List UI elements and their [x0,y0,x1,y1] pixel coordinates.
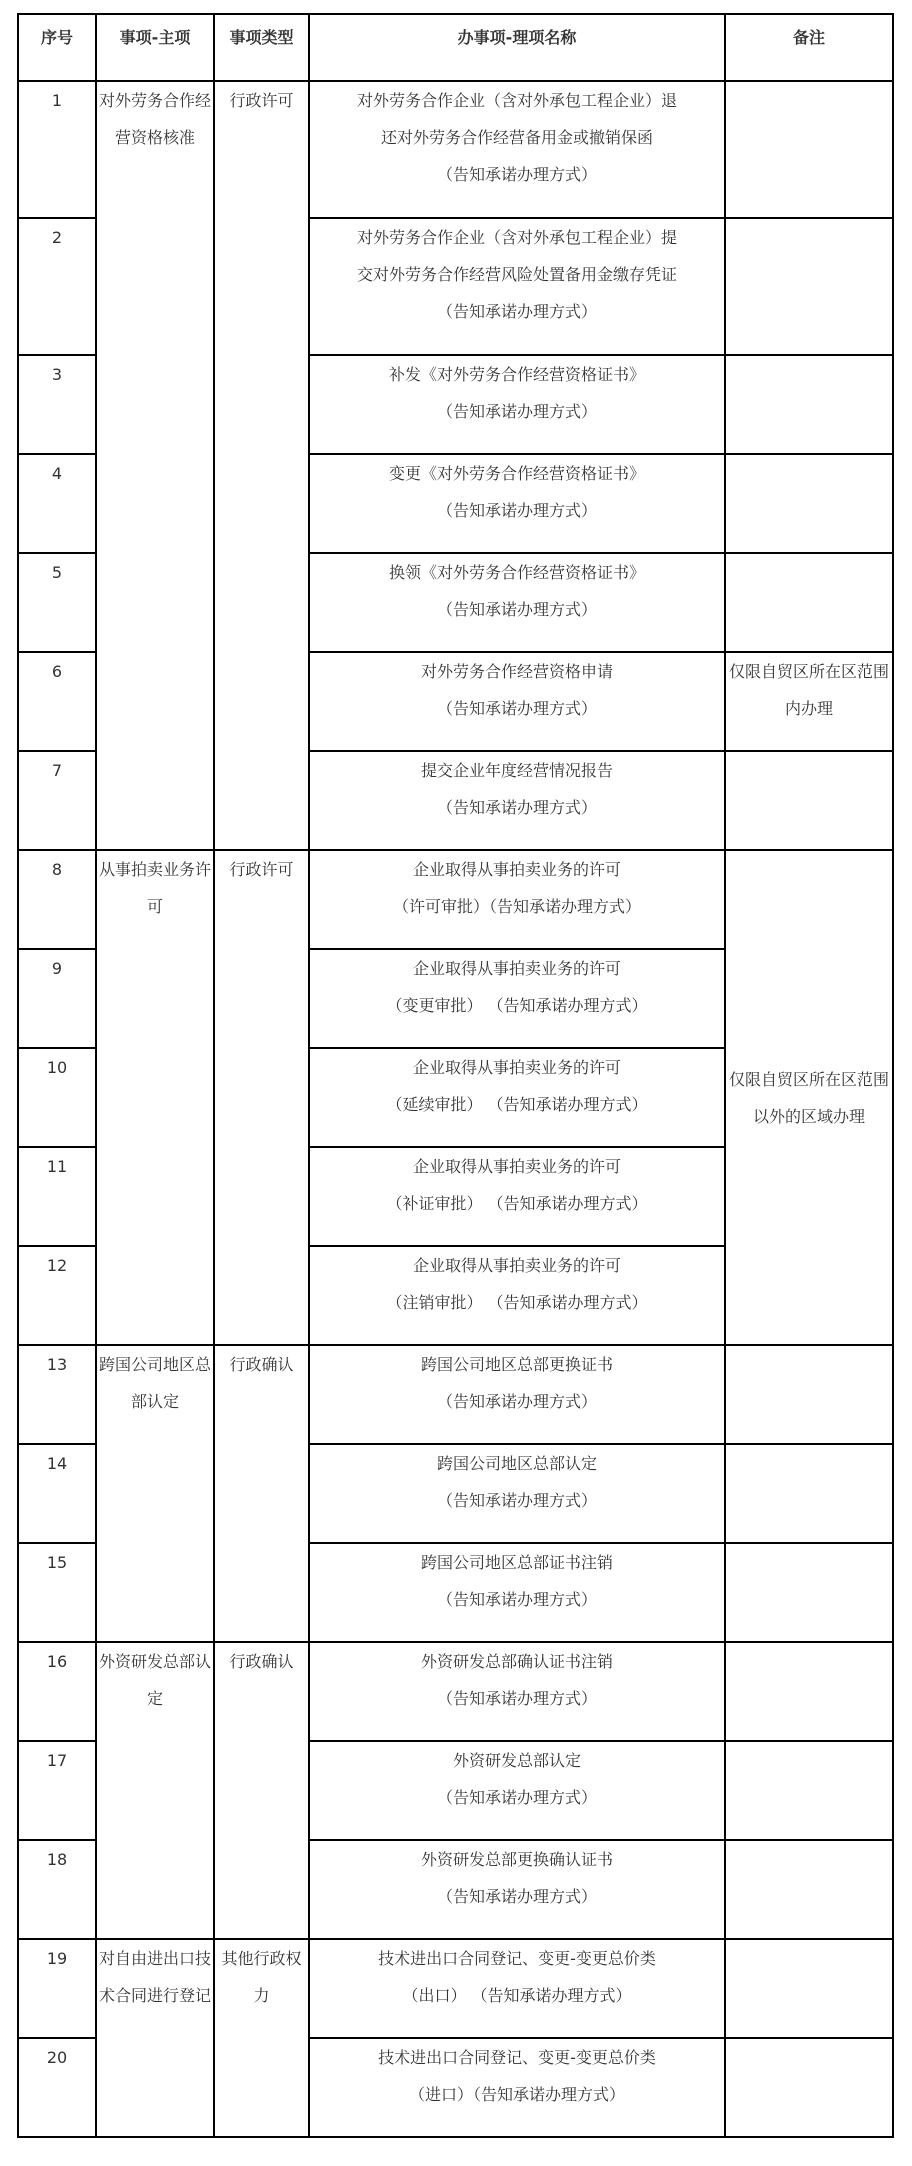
row-number: 7 [18,751,96,850]
header-sub-item-name: 办事项-理项名称 [309,14,725,81]
sub-item-name-line: 企业取得从事拍卖业务的许可 [412,959,621,978]
row-number: 3 [18,355,96,454]
sub-item-name-cell [309,1543,725,1642]
note-cell [725,1345,893,1444]
sub-item-name-line: 跨国公司地区总部认定 [436,1454,597,1473]
sub-item-name-cell [309,1147,725,1246]
sub-item-name-line: 对外劳务合作企业（含对外承包工程企业）退 [356,91,677,110]
sub-item-mode: （告知承诺办理方式） [436,302,597,321]
sub-item-name-line: 对外劳务合作企业（含对外承包工程企业）提 [356,228,677,247]
sub-item-name-cell [309,1048,725,1147]
sub-item-name-line: 外资研发总部更换确认证书 [420,1850,613,1869]
sub-item-name-line: 变更《对外劳务合作经营资格证书》 [388,464,645,483]
sub-item-name-line: 换领《对外劳务合作经营资格证书》 [388,563,645,582]
row-number: 8 [18,850,96,949]
sub-item-mode: （告知承诺办理方式） [436,1887,597,1906]
sub-item-name-line: 跨国公司地区总部证书注销 [420,1553,613,1572]
sub-item-name-line: 技术进出口合同登记、变更-变更总价类 [378,2048,656,2067]
sub-item-name-line: 交对外劳务合作经营风险处置备用金缴存凭证 [356,265,677,284]
sub-item-mode: （告知承诺办理方式） [436,402,597,421]
header-note: 备注 [725,14,893,81]
sub-item-name-cell [309,2038,725,2137]
sub-item-mode: （告知承诺办理方式） [436,1491,597,1510]
sub-item-mode: （告知承诺办理方式） [436,699,597,718]
sub-item-name-cell [309,553,725,652]
sub-item-mode: （变更审批） （告知承诺办理方式） [386,996,648,1015]
header-no: 序号 [18,14,96,81]
sub-item-name-line: 跨国公司地区总部更换证书 [420,1355,613,1374]
sub-item-name-line: 补发《对外劳务合作经营资格证书》 [388,365,645,384]
note-cell [725,751,893,850]
sub-item-name-line: 企业取得从事拍卖业务的许可 [412,1157,621,1176]
row-number: 18 [18,1840,96,1939]
sub-item-mode: （告知承诺办理方式） [436,1392,597,1411]
table-header-row [18,14,893,81]
row-number: 11 [18,1147,96,1246]
row-number: 14 [18,1444,96,1543]
item-type-cell: 行政确认 [214,1345,309,1642]
sub-item-name-line: 企业取得从事拍卖业务的许可 [412,1256,621,1275]
sub-item-name-cell [309,1444,725,1543]
row-number: 12 [18,1246,96,1345]
row-number: 19 [18,1939,96,2038]
table-row [18,1345,893,1444]
table-row [18,1939,893,2038]
sub-item-mode: （告知承诺办理方式） [436,1788,597,1807]
item-type-cell: 行政许可 [214,81,309,850]
sub-item-mode: （告知承诺办理方式） [436,501,597,520]
administrative-items-table [17,13,894,2138]
item-type-cell: 行政确认 [214,1642,309,1939]
main-item-cell: 外资研发总部认定 [96,1642,214,1939]
sub-item-name-line: 企业取得从事拍卖业务的许可 [412,860,621,879]
sub-item-name-cell [309,751,725,850]
sub-item-mode: （出口） （告知承诺办理方式） [402,1986,632,2005]
sub-item-name-cell [309,1642,725,1741]
sub-item-name-line: 企业取得从事拍卖业务的许可 [412,1058,621,1077]
note-cell [725,1543,893,1642]
sub-item-mode: （许可审批）（告知承诺办理方式） [392,897,641,916]
row-number: 5 [18,553,96,652]
sub-item-name-cell [309,652,725,751]
note-cell [725,355,893,454]
header-main-item: 事项-主项 [96,14,214,81]
main-item-cell: 对自由进出口技术合同进行登记 [96,1939,214,2137]
note-cell [725,1642,893,1741]
sub-item-name-cell [309,949,725,1048]
row-number: 4 [18,454,96,553]
note-cell [725,1444,893,1543]
sub-item-mode: （注销审批） （告知承诺办理方式） [386,1293,648,1312]
sub-item-mode: （告知承诺办理方式） [436,600,597,619]
note-cell [725,218,893,355]
row-number: 9 [18,949,96,1048]
row-number: 13 [18,1345,96,1444]
note-cell [725,1741,893,1840]
sub-item-name-cell [309,1345,725,1444]
note-cell [725,1939,893,2038]
row-number: 15 [18,1543,96,1642]
table-row [18,850,893,949]
sub-item-name-line: 还对外劳务合作经营备用金或撤销保函 [380,128,653,147]
row-number: 16 [18,1642,96,1741]
sub-item-mode: （告知承诺办理方式） [436,1590,597,1609]
row-number: 6 [18,652,96,751]
row-number: 10 [18,1048,96,1147]
note-cell [725,81,893,218]
note-cell: 仅限自贸区所在区范围内办理 [725,652,893,751]
sub-item-name-cell [309,81,725,218]
sub-item-name-cell [309,218,725,355]
sub-item-name-cell [309,355,725,454]
item-type-cell: 其他行政权力 [214,1939,309,2137]
sub-item-name-cell [309,454,725,553]
sub-item-mode: （告知承诺办理方式） [436,165,597,184]
row-number: 1 [18,81,96,218]
header-item-type: 事项类型 [214,14,309,81]
sub-item-mode: （补证审批） （告知承诺办理方式） [386,1194,648,1213]
sub-item-name-cell [309,1939,725,2038]
note-cell: 仅限自贸区所在区范围以外的区域办理 [725,850,893,1345]
sub-item-name-line: 外资研发总部确认证书注销 [420,1652,613,1671]
sub-item-mode: （延续审批） （告知承诺办理方式） [386,1095,648,1114]
note-cell [725,553,893,652]
row-number: 2 [18,218,96,355]
item-type-cell: 行政许可 [214,850,309,1345]
sub-item-name-cell [309,850,725,949]
note-cell [725,1840,893,1939]
note-cell [725,454,893,553]
sub-item-name-line: 提交企业年度经营情况报告 [420,761,613,780]
sub-item-mode: （告知承诺办理方式） [436,1689,597,1708]
sub-item-name-cell [309,1840,725,1939]
sub-item-name-cell [309,1246,725,1345]
sub-item-name-line: 技术进出口合同登记、变更-变更总价类 [378,1949,656,1968]
main-item-cell: 对外劳务合作经营资格核准 [96,81,214,850]
sub-item-mode: （进口）（告知承诺办理方式） [408,2085,625,2104]
sub-item-name-cell [309,1741,725,1840]
sub-item-name-line: 外资研发总部认定 [452,1751,581,1770]
table-row [18,81,893,218]
sub-item-mode: （告知承诺办理方式） [436,798,597,817]
row-number: 20 [18,2038,96,2137]
main-item-cell: 跨国公司地区总部认定 [96,1345,214,1642]
row-number: 17 [18,1741,96,1840]
note-cell [725,2038,893,2137]
table-row [18,1642,893,1741]
main-item-cell: 从事拍卖业务许可 [96,850,214,1345]
sub-item-name-line: 对外劳务合作经营资格申请 [420,662,613,681]
